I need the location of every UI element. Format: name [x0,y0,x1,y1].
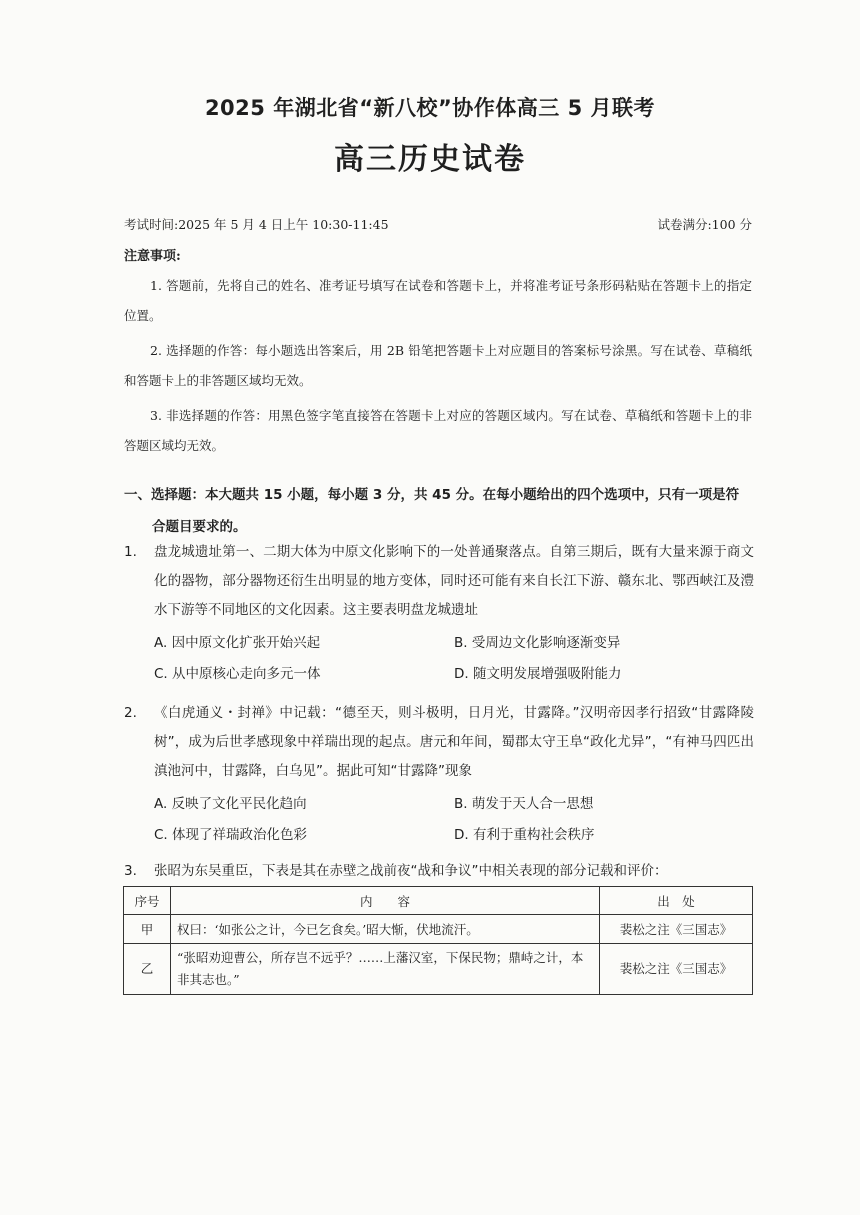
option-d[interactable]: D. 随文明发展增强吸附能力 [454,666,622,682]
row-source: 裴松之注《三国志》 [600,944,753,995]
question-stem: 张昭为东吴重臣，下表是其在赤壁之战前夜“战和争议”中相关表现的部分记载和评价： [154,863,668,879]
row-content: 权曰：‘如张公之计，今已乞食矣。’昭大惭，伏地流汗。 [171,915,600,944]
row-id: 乙 [124,944,171,995]
table-header-row [124,887,753,915]
row-source: 裴松之注《三国志》 [600,915,753,944]
option-d[interactable]: D. 有利于重构社会秩序 [454,827,595,843]
row-id: 甲 [124,915,171,944]
option-a[interactable]: A. 因中原文化扩张开始兴起 [154,635,321,651]
exam-series-title: 2025 年湖北省“新八校”协作体高三 5 月联考 [204,96,656,120]
row-content: “张昭劝迎曹公，所存岂不远乎？……上藩汉室，下保民物；鼎峙之计，本非其志也。” [171,944,600,995]
notice-item-1: 1. 答题前，先将自己的姓名、准考证号填写在试卷和答题卡上，并将准考证号条形码粘贴在答题卡上的指定位置。 [124,278,752,323]
notice-item-3: 3. 非选择题的作答：用黑色签字笔直接答在答题卡上对应的答题区域内。写在试卷、草稿纸和答题卡上的非答题区域均无效。 [124,408,752,453]
notice-heading: 注意事项: [124,249,181,264]
header-index: 序号 [124,887,171,915]
exam-meta [124,215,752,235]
question-1 [124,538,754,691]
option-b[interactable]: B. 受周边文化影响逐渐变异 [454,635,621,651]
notice-item-2: 2. 选择题的作答：每小题选出答案后，用 2B 铅笔把答题卡上对应题目的答案标号涂黑。写在试卷、草稿纸和答题卡上的非答题区域均无效。 [124,343,752,388]
section-line-2: 合题目要求的。 [152,519,247,535]
option-list [154,629,754,691]
table-row [124,944,753,995]
question-2 [124,699,754,852]
record-table [123,886,753,995]
paper-title: 高三历史试卷 [334,142,526,177]
question-3 [124,857,754,886]
option-b[interactable]: B. 萌发于天人合一思想 [454,796,594,812]
section-line-1: 一、选择题：本大题共 15 小题，每小题 3 分，共 45 分。在每小题给出的四个选项中，只有一项是符 [124,487,740,503]
table-row [124,915,753,944]
full-score: 试卷满分:100 分 [657,217,752,232]
question-number: 2. [124,705,137,721]
question-number: 1. [124,544,137,560]
header-source: 出 处 [600,887,753,915]
option-list [154,790,754,852]
option-c[interactable]: C. 从中原核心走向多元一体 [154,666,321,682]
question-number: 3. [124,863,137,879]
option-c[interactable]: C. 体现了祥瑞政治化色彩 [154,827,308,843]
section-heading [124,479,754,543]
question-stem: 盘龙城遗址第一、二期大体为中原文化影响下的一处普通聚落点。自第三期后，既有大量来源于商文化的器物，部分器物还衍生出明显的地方变体，同时还可能有来自长江下游、赣东北、鄂西峡江及澧水下游等不同地区的文化因素。这主要表明盘龙城遗址 [154,544,754,618]
header-content: 内 容 [171,887,600,915]
question-stem: 《白虎通义・封禅》中记载：“德至天，则斗极明，日月光，甘露降。”汉明帝因孝行招致“甘露降陵树”，成为后世孝感现象中祥瑞出现的起点。唐元和年间，蜀郡太守王阜“政化尤异”，“有神马四匹出滇池河中，甘露降，白乌见”。据此可知“甘露降”现象 [154,705,754,779]
exam-time: 考试时间:2025 年 5 月 4 日上午 10:30-11:45 [124,217,389,232]
option-a[interactable]: A. 反映了文化平民化趋向 [154,796,307,812]
